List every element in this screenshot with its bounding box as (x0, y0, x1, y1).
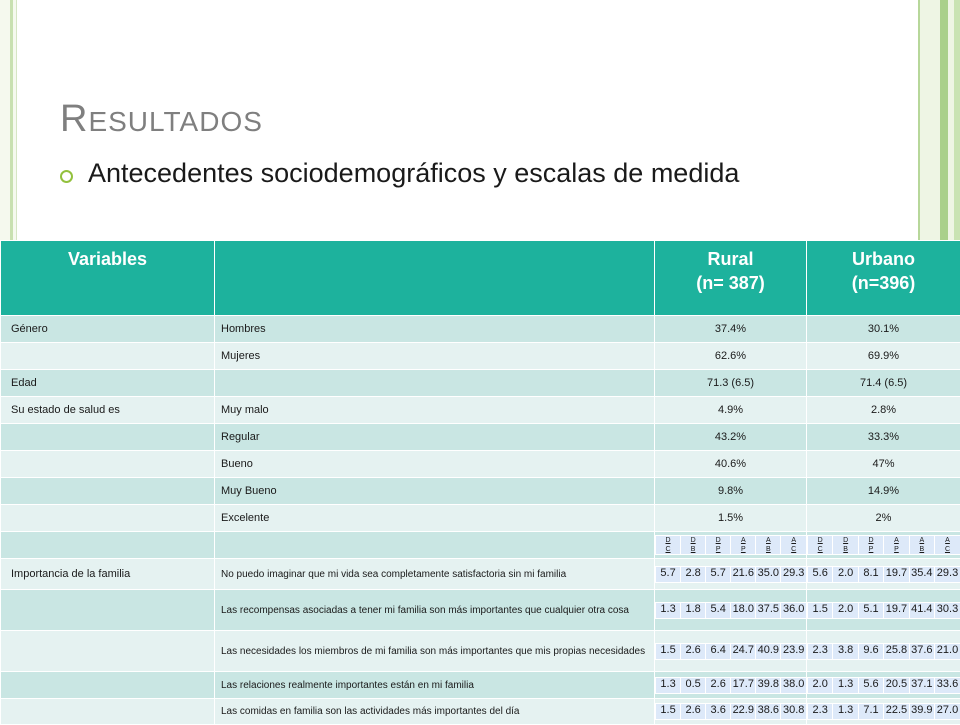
slide-title (60, 98, 263, 141)
scale-header-cell (884, 536, 909, 555)
scale-header-cell (858, 536, 883, 555)
header-rural (655, 241, 807, 316)
scale-values-grid (655, 677, 806, 694)
scale-letter: A (766, 537, 771, 544)
scale-value: 29.3 (935, 566, 960, 582)
right-stripe (954, 0, 960, 240)
scale-values-rural (655, 559, 807, 590)
scale-item-row (1, 559, 960, 590)
urban-value: 71.4 (6.5) (807, 370, 960, 397)
blank-cell (215, 532, 655, 559)
scale-values-urban (807, 559, 960, 590)
table-row (1, 397, 960, 424)
scale-header-cell (731, 536, 756, 555)
table-row (1, 343, 960, 370)
scale-value: 0.5 (681, 677, 706, 693)
scale-header-cells (656, 536, 807, 555)
family-label: Importancia de la familia (1, 559, 215, 590)
scale-values-grid (807, 566, 960, 583)
row-category: Muy Bueno (215, 478, 655, 505)
scale-header-row (1, 532, 960, 559)
scale-value: 1.5 (656, 704, 681, 720)
scale-values (656, 704, 807, 720)
header-rural-n: (n= 387) (696, 273, 765, 293)
urban-value: 2% (807, 505, 960, 532)
scale-values-rural (655, 672, 807, 699)
scale-value: 37.5 (756, 602, 781, 618)
header-variables: Variables (1, 241, 215, 316)
scale-values-grid (655, 602, 806, 619)
scale-value: 2.3 (808, 704, 833, 720)
scale-header-cell (808, 536, 833, 555)
rural-value: 9.8% (655, 478, 807, 505)
scale-item-row (1, 699, 960, 725)
row-category: Regular (215, 424, 655, 451)
scale-value: 30.3 (935, 602, 960, 618)
scale-value: 2.0 (833, 566, 858, 582)
scale-value: 30.8 (781, 704, 806, 720)
scale-value: 22.5 (884, 704, 909, 720)
scale-letter: C (791, 546, 796, 553)
scale-value: 2.6 (681, 643, 706, 659)
rural-value: 71.3 (6.5) (655, 370, 807, 397)
scale-letter: D (843, 537, 848, 544)
right-stripe (918, 0, 920, 240)
table-row (1, 478, 960, 505)
row-label: Género (1, 316, 215, 343)
scale-value: 21.0 (935, 643, 960, 659)
scale-values-urban (807, 590, 960, 631)
scale-value: 37.1 (909, 677, 934, 693)
scale-value: 38.0 (781, 677, 806, 693)
scale-letter: C (818, 546, 823, 553)
scale-value: 9.6 (858, 643, 883, 659)
scale-value: 1.3 (833, 704, 858, 720)
rural-value: 43.2% (655, 424, 807, 451)
family-label (1, 590, 215, 631)
scale-value: 6.4 (706, 643, 731, 659)
scale-value: 8.1 (858, 566, 883, 582)
item-text: Las relaciones realmente importantes están en mi familia (215, 677, 654, 694)
scale-values (808, 602, 960, 618)
urban-value: 30.1% (807, 316, 960, 343)
scale-value: 5.6 (858, 677, 883, 693)
item-text: Las comidas en familia son las actividades más importantes del día (215, 703, 654, 720)
scale-value: 2.6 (681, 704, 706, 720)
right-stripe (940, 0, 948, 240)
urban-value: 33.3% (807, 424, 960, 451)
right-decoration (918, 0, 960, 240)
urban-value: 47% (807, 451, 960, 478)
title-rest: ESULTADOS (88, 106, 262, 137)
scale-letter: B (766, 546, 771, 553)
scale-values (808, 704, 960, 720)
scale-letter: P (869, 546, 874, 553)
scale-header-cell (909, 536, 934, 555)
scale-letter: D (691, 537, 696, 544)
scale-value: 19.7 (884, 566, 909, 582)
scale-letter: D (716, 537, 721, 544)
scale-item-row (1, 672, 960, 699)
header-urban (807, 241, 960, 316)
scale-value: 25.8 (884, 643, 909, 659)
row-label (1, 505, 215, 532)
scale-value: 2.8 (681, 566, 706, 582)
scale-values-grid (655, 643, 806, 660)
scale-letter: A (945, 537, 950, 544)
item-text-cell (215, 590, 655, 631)
scale-letter: D (666, 537, 671, 544)
scale-value: 41.4 (909, 602, 934, 618)
scale-value: 3.6 (706, 704, 731, 720)
row-label (1, 478, 215, 505)
scale-value: 39.8 (756, 677, 781, 693)
row-category (215, 370, 655, 397)
rural-value: 62.6% (655, 343, 807, 370)
circle-bullet-icon (60, 170, 73, 183)
row-label (1, 343, 215, 370)
scale-value: 21.6 (731, 566, 756, 582)
scale-header-cell (935, 536, 960, 555)
scale-value: 2.3 (808, 643, 833, 659)
scale-value: 2.0 (808, 677, 833, 693)
family-label (1, 672, 215, 699)
scale-value: 7.1 (858, 704, 883, 720)
scale-value: 1.5 (808, 602, 833, 618)
scale-letter: D (818, 537, 823, 544)
scale-letter: D (868, 537, 873, 544)
scale-values (808, 643, 960, 659)
scale-value: 2.6 (706, 677, 731, 693)
scale-header-cell (681, 536, 706, 555)
scale-value: 27.0 (935, 704, 960, 720)
left-decoration (0, 0, 17, 240)
scale-value: 5.7 (706, 566, 731, 582)
row-category: Muy malo (215, 397, 655, 424)
row-label: Su estado de salud es (1, 397, 215, 424)
scale-value: 40.9 (756, 643, 781, 659)
scale-value: 3.8 (833, 643, 858, 659)
scale-values-rural (655, 590, 807, 631)
item-text: No puedo imaginar que mi vida sea completamente satisfactoria sin mi familia (215, 566, 654, 583)
rural-value: 4.9% (655, 397, 807, 424)
table-header-row (1, 241, 960, 316)
scale-values-urban (807, 631, 960, 672)
row-category: Hombres (215, 316, 655, 343)
scale-header-grid (655, 535, 806, 555)
family-label (1, 699, 215, 725)
scale-letter: A (741, 537, 746, 544)
rural-value: 37.4% (655, 316, 807, 343)
scale-values-rural (655, 631, 807, 672)
scale-header-rural (655, 532, 807, 559)
urban-value: 14.9% (807, 478, 960, 505)
rural-value: 1.5% (655, 505, 807, 532)
scale-value: 2.0 (833, 602, 858, 618)
rural-value: 40.6% (655, 451, 807, 478)
scale-value: 35.4 (909, 566, 934, 582)
scale-header-cell (656, 536, 681, 555)
item-text: Las recompensas asociadas a tener mi familia son más importantes que cualquier otra cosa (215, 602, 654, 619)
row-label (1, 424, 215, 451)
left-accent-bar (10, 0, 13, 240)
scale-value: 17.7 (731, 677, 756, 693)
scale-header-cell (706, 536, 731, 555)
scale-letter: B (691, 546, 696, 553)
scale-value: 5.6 (808, 566, 833, 582)
scale-value: 22.9 (731, 704, 756, 720)
scale-letter: P (716, 546, 721, 553)
scale-header-grid (807, 535, 960, 555)
scale-value: 33.6 (935, 677, 960, 693)
header-blank (215, 241, 655, 316)
table-row (1, 451, 960, 478)
table-row (1, 424, 960, 451)
scale-value: 36.0 (781, 602, 806, 618)
scale-value: 20.5 (884, 677, 909, 693)
results-table (0, 240, 960, 725)
scale-value: 24.7 (731, 643, 756, 659)
scale-values (656, 602, 807, 618)
table-row (1, 505, 960, 532)
scale-value: 38.6 (756, 704, 781, 720)
scale-header-urban (807, 532, 960, 559)
row-category: Mujeres (215, 343, 655, 370)
scale-letter: P (741, 546, 746, 553)
table-row (1, 316, 960, 343)
scale-letter: B (843, 546, 848, 553)
table-row (1, 370, 960, 397)
item-text-cell (215, 631, 655, 672)
scale-values-urban (807, 672, 960, 699)
scale-value: 1.3 (656, 677, 681, 693)
scale-value: 5.7 (656, 566, 681, 582)
scale-values-grid (807, 643, 960, 660)
urban-value: 69.9% (807, 343, 960, 370)
item-text: Las necesidades los miembros de mi familia son más importantes que mis propias necesidades (215, 643, 654, 660)
title-initial: R (60, 98, 88, 140)
scale-letter: P (894, 546, 899, 553)
scale-values (656, 566, 807, 582)
scale-item-row (1, 590, 960, 631)
scale-value: 5.1 (858, 602, 883, 618)
scale-letter: A (919, 537, 924, 544)
row-category: Bueno (215, 451, 655, 478)
item-text-cell (215, 699, 655, 725)
scale-letter: A (894, 537, 899, 544)
row-category: Excelente (215, 505, 655, 532)
scale-values-rural (655, 699, 807, 725)
scale-values (808, 677, 960, 693)
scale-value: 37.6 (909, 643, 934, 659)
row-label (1, 451, 215, 478)
scale-values-grid (807, 703, 960, 720)
scale-value: 1.3 (656, 602, 681, 618)
scale-values (808, 566, 960, 582)
item-text-cell (215, 672, 655, 699)
scale-value: 18.0 (731, 602, 756, 618)
family-label (1, 631, 215, 672)
scale-item-row (1, 631, 960, 672)
scale-value: 23.9 (781, 643, 806, 659)
scale-header-cells (808, 536, 960, 555)
scale-letter: C (945, 546, 950, 553)
scale-values-grid (655, 703, 806, 720)
scale-letter: B (919, 546, 924, 553)
row-label: Edad (1, 370, 215, 397)
scale-header-cell (756, 536, 781, 555)
scale-values-grid (655, 566, 806, 583)
scale-value: 1.8 (681, 602, 706, 618)
item-text-cell (215, 559, 655, 590)
scale-value: 19.7 (884, 602, 909, 618)
scale-value: 35.0 (756, 566, 781, 582)
blank-cell (1, 532, 215, 559)
scale-values-urban (807, 699, 960, 725)
scale-value: 1.3 (833, 677, 858, 693)
scale-value: 39.9 (909, 704, 934, 720)
scale-letter: A (791, 537, 796, 544)
urban-value: 2.8% (807, 397, 960, 424)
header-urban-n: (n=396) (852, 273, 916, 293)
scale-value: 1.5 (656, 643, 681, 659)
header-rural-name: Rural (707, 249, 753, 269)
scale-values-grid (807, 602, 960, 619)
scale-header-cell (781, 536, 806, 555)
scale-header-cell (833, 536, 858, 555)
header-urban-name: Urbano (852, 249, 915, 269)
scale-value: 29.3 (781, 566, 806, 582)
scale-values (656, 643, 807, 659)
scale-values-grid (807, 677, 960, 694)
scale-letter: C (666, 546, 671, 553)
bullet-text: Antecedentes sociodemográficos y escalas de medida (88, 156, 778, 190)
scale-values (656, 677, 807, 693)
scale-value: 5.4 (706, 602, 731, 618)
